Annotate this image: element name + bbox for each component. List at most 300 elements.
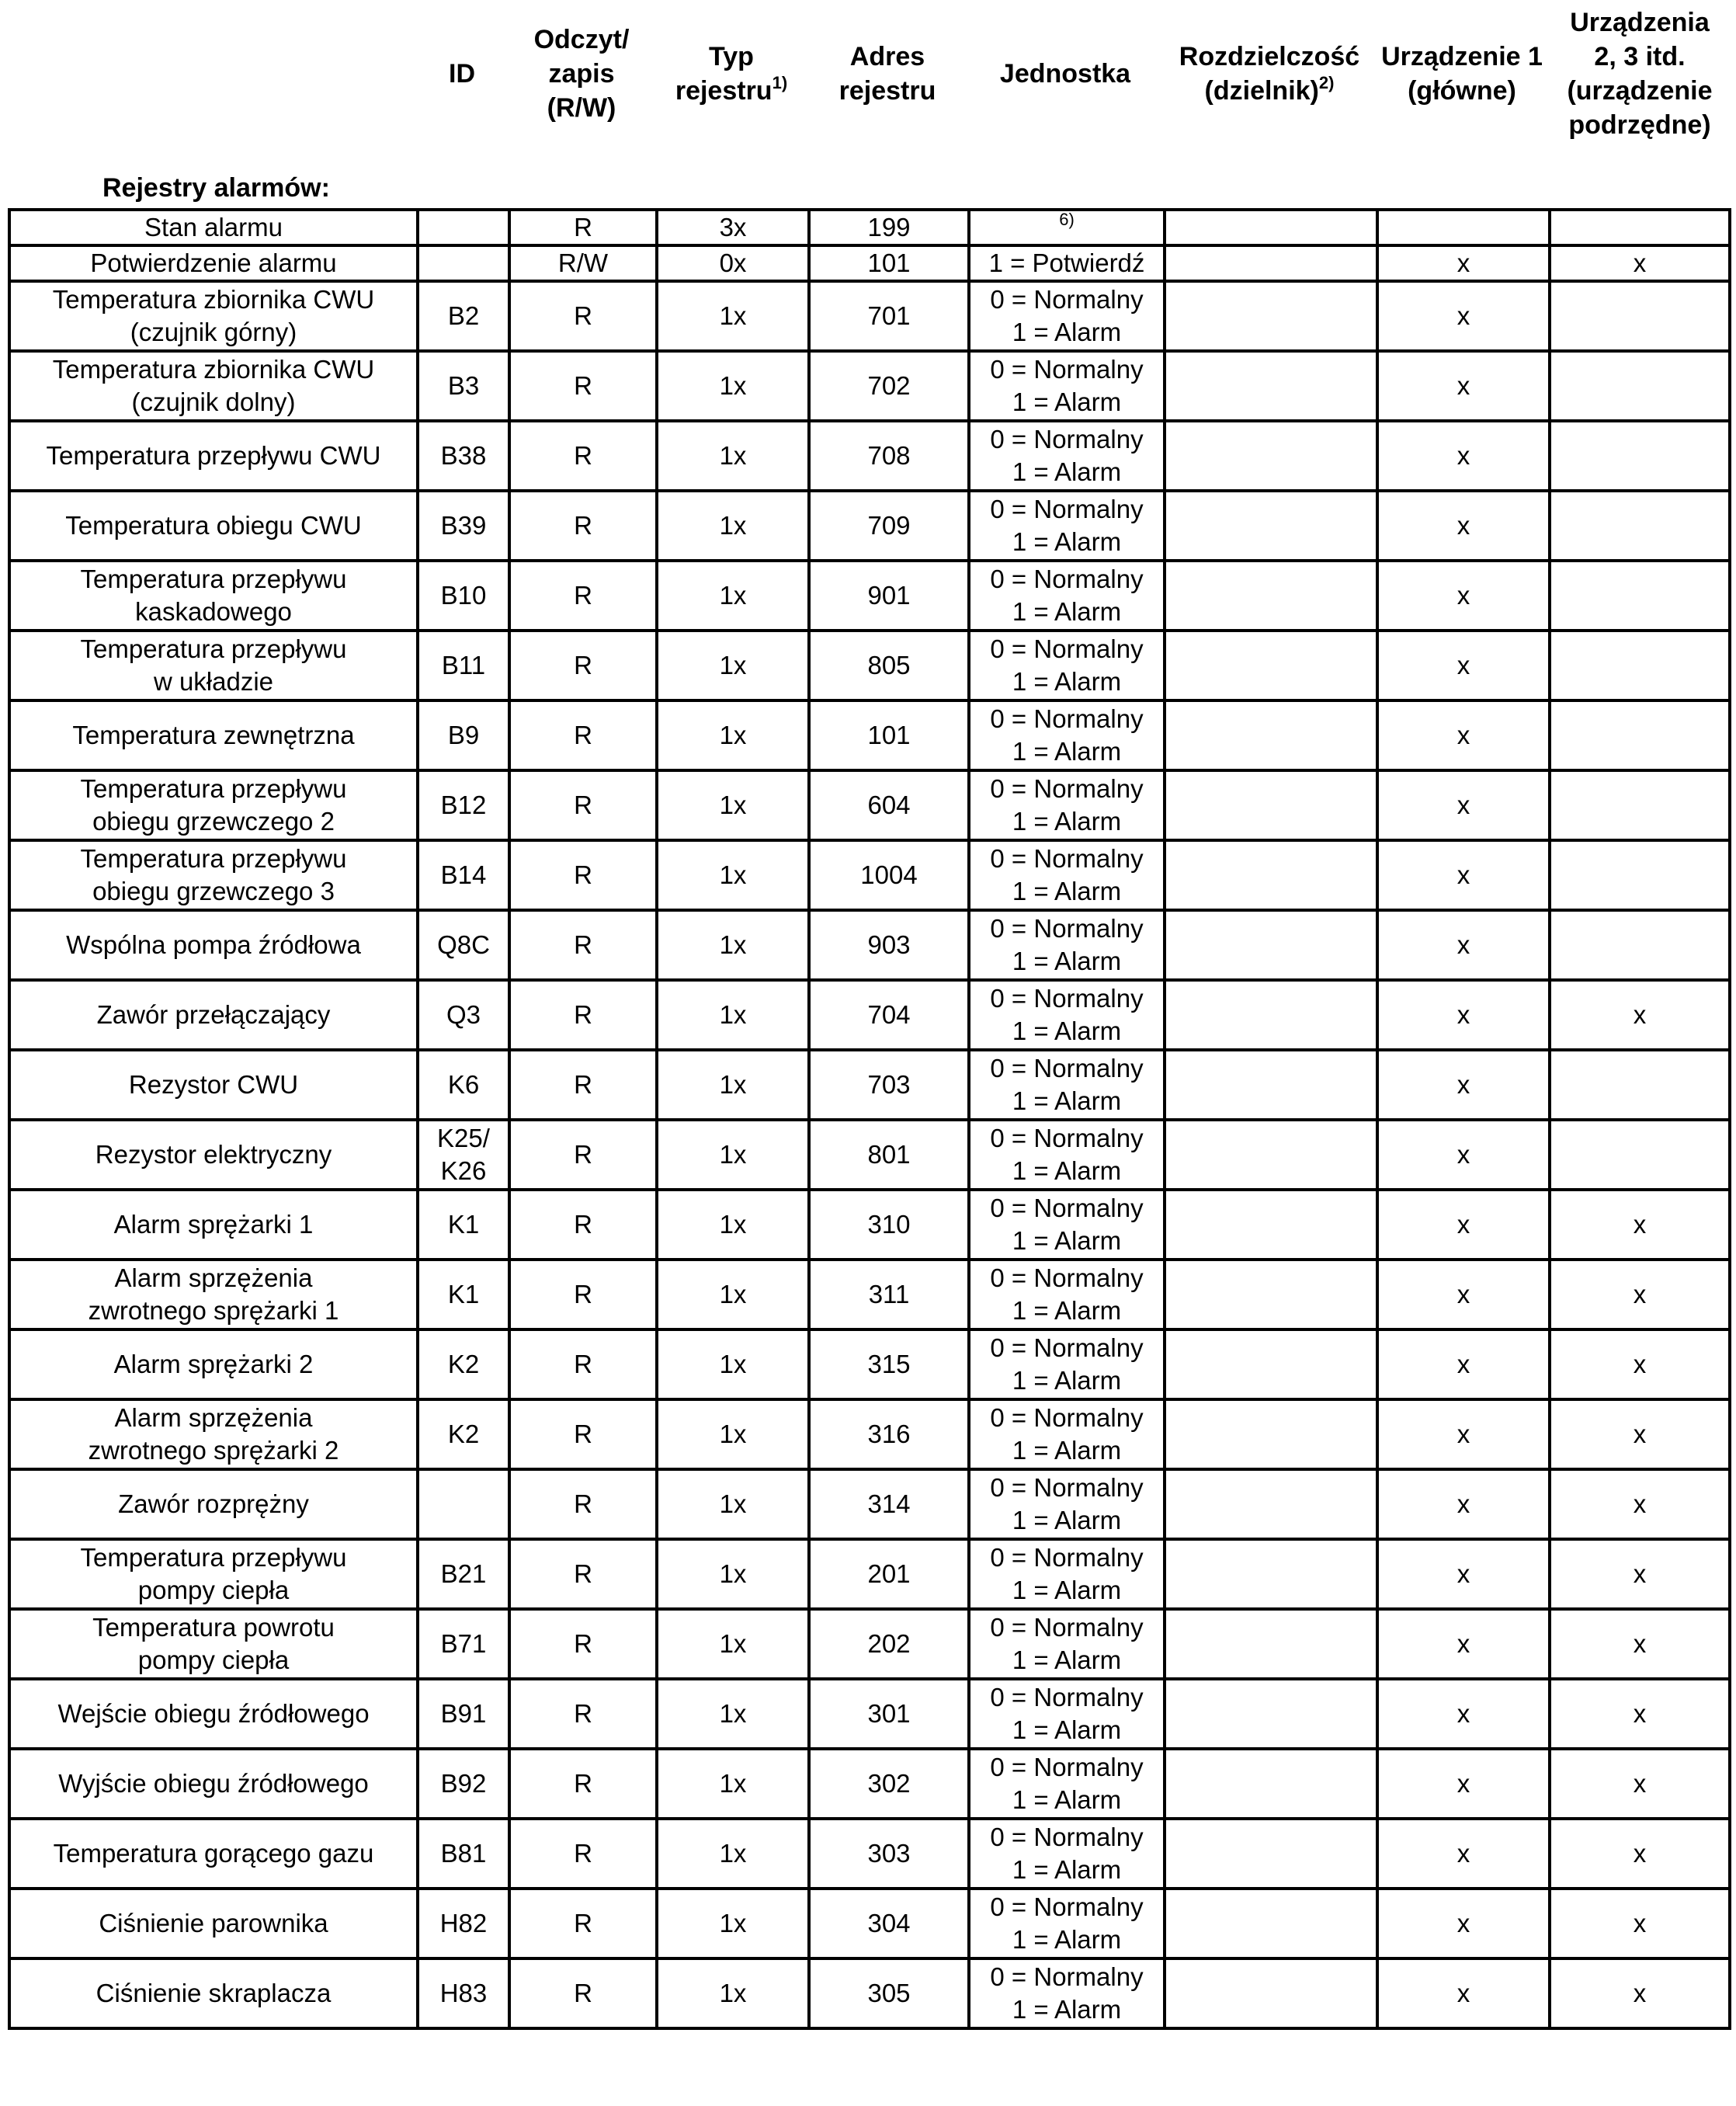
resolution-cell — [1165, 1958, 1377, 2028]
register-address-cell — [809, 1889, 969, 1958]
device-1-cell — [1377, 210, 1550, 245]
device-2-cell — [1550, 1260, 1730, 1329]
header-device-1 — [1376, 0, 1548, 148]
resolution-cell — [1165, 1679, 1377, 1749]
register-name-cell — [9, 421, 418, 491]
unit-cell-text: 0 = Normalny 1 = Alarm — [990, 1124, 1144, 1185]
unit-cell-text: 0 = Normalny 1 = Alarm — [990, 844, 1144, 905]
register-type-cell — [657, 770, 809, 840]
register-name-cell-text: Potwierdzenie alarmu — [90, 248, 337, 277]
register-type-cell — [657, 1539, 809, 1609]
device-1-cell — [1377, 491, 1550, 561]
unit-cell — [969, 561, 1165, 631]
resolution-cell — [1165, 1469, 1377, 1539]
register-address-cell-text: 305 — [867, 1979, 911, 2007]
register-type-cell-text: 1x — [719, 1769, 747, 1798]
register-id-cell-text: B11 — [441, 651, 486, 679]
header-type-line1: Typ — [709, 42, 754, 71]
read-write-cell — [509, 1889, 657, 1958]
unit-cell-text: 0 = Normalny 1 = Alarm — [990, 1823, 1144, 1884]
read-write-cell — [509, 770, 657, 840]
unit-cell — [969, 770, 1165, 840]
register-name-cell-text: Temperatura przepływu CWU — [46, 441, 381, 470]
unit-cell — [969, 1260, 1165, 1329]
register-name-cell-text: Rezystor elektryczny — [95, 1140, 332, 1169]
register-name-cell — [9, 1609, 418, 1679]
device-1-cell — [1377, 1819, 1550, 1889]
register-address-cell — [809, 1329, 969, 1399]
read-write-cell-text: R — [574, 721, 592, 749]
register-id-cell-text: B38 — [440, 441, 487, 470]
read-write-cell — [509, 210, 657, 245]
unit-cell — [969, 1958, 1165, 2028]
register-type-cell-text: 1x — [719, 1000, 747, 1029]
register-type-cell — [657, 1819, 809, 1889]
register-type-cell — [657, 980, 809, 1050]
read-write-cell-text: R — [574, 371, 592, 400]
footnote-6-marker: 6) — [1059, 210, 1075, 229]
register-address-cell — [809, 910, 969, 980]
register-name-cell-text: Temperatura zbiornika CWU (czujnik górny) — [52, 285, 375, 346]
header-res-line2: (dzielnik) — [1204, 76, 1319, 106]
register-id-cell-text: K2 — [447, 1420, 480, 1448]
read-write-cell-text: R — [574, 511, 592, 540]
register-type-cell — [657, 245, 809, 281]
register-id-cell — [418, 631, 509, 700]
resolution-cell — [1165, 1399, 1377, 1469]
read-write-cell — [509, 1679, 657, 1749]
register-name-cell — [9, 1190, 418, 1260]
register-address-cell — [809, 1609, 969, 1679]
register-id-cell-text: K6 — [447, 1070, 480, 1099]
register-type-cell — [657, 1958, 809, 2028]
read-write-cell-text: R — [574, 930, 592, 959]
register-type-cell-text: 1x — [719, 1839, 747, 1868]
table-row — [9, 1749, 1730, 1819]
unit-cell-text: 0 = Normalny 1 = Alarm — [990, 1613, 1144, 1674]
unit-cell-text: 0 = Normalny 1 = Alarm — [990, 1403, 1144, 1465]
header-device-2-label: Urządzenia 2, 3 itd. (urządzenie podrzędne) — [1567, 8, 1713, 140]
register-address-cell-text: 903 — [867, 930, 911, 959]
resolution-cell — [1165, 281, 1377, 351]
register-id-cell — [418, 1889, 509, 1958]
register-address-cell — [809, 421, 969, 491]
unit-cell — [969, 1050, 1165, 1120]
read-write-cell — [509, 840, 657, 910]
device-2-cell-text: x — [1633, 1769, 1647, 1798]
device-1-cell — [1377, 281, 1550, 351]
register-id-cell — [418, 1679, 509, 1749]
register-address-cell-text: 311 — [868, 1280, 910, 1308]
read-write-cell-text: R — [574, 1629, 592, 1658]
device-2-cell — [1550, 1749, 1730, 1819]
read-write-cell — [509, 421, 657, 491]
register-address-cell-text: 199 — [867, 213, 911, 242]
register-name-cell — [9, 1679, 418, 1749]
resolution-cell — [1165, 910, 1377, 980]
table-row — [9, 1469, 1730, 1539]
device-1-cell — [1377, 980, 1550, 1050]
device-1-cell — [1377, 1050, 1550, 1120]
table-row — [9, 281, 1730, 351]
unit-cell-text: 0 = Normalny 1 = Alarm — [990, 425, 1144, 486]
device-2-cell — [1550, 421, 1730, 491]
alarm-registers-table — [8, 208, 1731, 2030]
resolution-cell — [1165, 840, 1377, 910]
register-name-cell-text: Temperatura przepływu pompy ciepła — [80, 1543, 347, 1604]
read-write-cell-text: R — [574, 1559, 592, 1588]
register-type-cell — [657, 351, 809, 421]
resolution-cell — [1165, 1749, 1377, 1819]
device-1-cell-text: x — [1457, 1000, 1470, 1029]
table-header — [0, 0, 1736, 148]
register-address-cell — [809, 770, 969, 840]
table-row — [9, 491, 1730, 561]
register-name-cell — [9, 491, 418, 561]
read-write-cell — [509, 631, 657, 700]
register-address-cell — [809, 1679, 969, 1749]
unit-cell — [969, 840, 1165, 910]
resolution-cell — [1165, 700, 1377, 770]
register-address-cell — [809, 980, 969, 1050]
register-name-cell-text: Temperatura obiegu CWU — [65, 511, 362, 540]
register-id-cell — [418, 700, 509, 770]
resolution-cell — [1165, 351, 1377, 421]
read-write-cell-text: R — [574, 651, 592, 679]
unit-cell — [969, 980, 1165, 1050]
header-register-address — [807, 0, 967, 148]
device-2-cell-text: x — [1633, 1000, 1647, 1029]
read-write-cell-text: R — [574, 1769, 592, 1798]
register-name-cell — [9, 1120, 418, 1190]
device-1-cell — [1377, 631, 1550, 700]
resolution-cell — [1165, 770, 1377, 840]
register-id-cell — [418, 1819, 509, 1889]
unit-cell-text: 0 = Normalny 1 = Alarm — [990, 1962, 1144, 2024]
header-device-1-label: Urządzenie 1 (główne) — [1381, 42, 1543, 106]
header-id — [416, 0, 508, 148]
device-2-cell — [1550, 980, 1730, 1050]
register-type-cell — [657, 561, 809, 631]
device-1-cell-text: x — [1457, 1699, 1470, 1728]
device-2-cell — [1550, 631, 1730, 700]
register-name-cell — [9, 281, 418, 351]
table-row — [9, 631, 1730, 700]
register-name-cell-text: Alarm sprzężenia zwrotnego sprężarki 2 — [88, 1403, 339, 1465]
resolution-cell — [1165, 631, 1377, 700]
unit-cell-text: 0 = Normalny 1 = Alarm — [990, 1194, 1144, 1255]
register-id-cell — [418, 491, 509, 561]
table-row — [9, 421, 1730, 491]
read-write-cell-text: R — [574, 1839, 592, 1868]
register-name-cell-text: Rezystor CWU — [128, 1070, 299, 1099]
register-type-cell-text: 1x — [719, 1489, 747, 1518]
register-address-cell-text: 805 — [867, 651, 911, 679]
register-address-cell-text: 801 — [867, 1140, 911, 1169]
read-write-cell — [509, 351, 657, 421]
register-id-cell-text: B81 — [440, 1839, 487, 1868]
register-address-cell — [809, 700, 969, 770]
read-write-cell — [509, 700, 657, 770]
table-row — [9, 1819, 1730, 1889]
header-unit — [967, 0, 1163, 148]
table-row — [9, 1050, 1730, 1120]
register-type-cell — [657, 1889, 809, 1958]
register-type-cell — [657, 1050, 809, 1120]
unit-cell-text: 0 = Normalny 1 = Alarm — [990, 355, 1144, 416]
register-address-cell-text: 708 — [867, 441, 911, 470]
read-write-cell — [509, 980, 657, 1050]
register-name-cell-text: Temperatura przepływu w układzie — [80, 634, 347, 696]
register-id-cell-text: K1 — [447, 1280, 480, 1308]
register-name-cell — [9, 1539, 418, 1609]
unit-cell — [969, 421, 1165, 491]
unit-cell-text: 0 = Normalny 1 = Alarm — [990, 774, 1144, 836]
device-1-cell-text: x — [1457, 860, 1470, 889]
register-name-cell — [9, 1260, 418, 1329]
device-1-cell — [1377, 1120, 1550, 1190]
register-id-cell — [418, 351, 509, 421]
register-id-cell — [418, 980, 509, 1050]
header-rw — [508, 0, 655, 148]
table-row — [9, 351, 1730, 421]
header-rw-label: Odczyt/ zapis (R/W) — [533, 25, 630, 123]
register-type-cell-text: 1x — [719, 1979, 747, 2007]
read-write-cell — [509, 1539, 657, 1609]
read-write-cell-text: R — [574, 1420, 592, 1448]
register-address-cell-text: 310 — [867, 1210, 911, 1239]
register-address-cell — [809, 351, 969, 421]
read-write-cell-text: R — [574, 301, 592, 330]
footnote-2-marker: 2) — [1318, 72, 1335, 92]
header-register-type-label — [675, 40, 787, 108]
device-2-cell — [1550, 1399, 1730, 1469]
read-write-cell — [509, 1749, 657, 1819]
register-type-cell — [657, 1120, 809, 1190]
device-2-cell-text: x — [1633, 1629, 1647, 1658]
register-address-cell-text: 702 — [867, 371, 911, 400]
register-type-cell-text: 1x — [719, 930, 747, 959]
device-1-cell-text: x — [1457, 511, 1470, 540]
register-type-cell-text: 1x — [719, 371, 747, 400]
unit-cell — [969, 1679, 1165, 1749]
device-1-cell-text: x — [1457, 1979, 1470, 2007]
read-write-cell-text: R — [574, 441, 592, 470]
register-type-cell-text: 1x — [719, 1280, 747, 1308]
table-row — [9, 1260, 1730, 1329]
register-address-cell — [809, 1819, 969, 1889]
device-1-cell — [1377, 561, 1550, 631]
device-2-cell — [1550, 1958, 1730, 2028]
read-write-cell-text: R — [574, 1489, 592, 1518]
unit-cell-text: 0 = Normalny 1 = Alarm — [990, 984, 1144, 1045]
device-1-cell-text: x — [1457, 1140, 1470, 1169]
register-id-cell-text: B9 — [447, 721, 480, 749]
read-write-cell-text: R/W — [557, 248, 609, 277]
register-type-cell — [657, 421, 809, 491]
device-2-cell — [1550, 1819, 1730, 1889]
table-row — [9, 1190, 1730, 1260]
register-address-cell-text: 316 — [867, 1420, 911, 1448]
table-row — [9, 1958, 1730, 2028]
register-name-cell-text: Wspólna pompa źródłowa — [66, 930, 361, 959]
register-type-cell-text: 1x — [719, 1140, 747, 1169]
resolution-cell — [1165, 1889, 1377, 1958]
resolution-cell — [1165, 1190, 1377, 1260]
register-type-cell — [657, 631, 809, 700]
device-2-cell — [1550, 491, 1730, 561]
device-1-cell — [1377, 1958, 1550, 2028]
read-write-cell-text: R — [574, 213, 592, 242]
register-id-cell-text: B3 — [447, 371, 480, 400]
register-name-cell-text: Temperatura przepływu kaskadowego — [80, 565, 347, 626]
device-1-cell-text: x — [1457, 791, 1470, 819]
unit-cell — [969, 910, 1165, 980]
unit-cell-text: 0 = Normalny 1 = Alarm — [990, 1683, 1144, 1744]
register-address-cell — [809, 1120, 969, 1190]
register-id-cell-text: Q8C — [437, 930, 490, 959]
register-id-cell — [418, 281, 509, 351]
table-row — [9, 1539, 1730, 1609]
unit-cell — [969, 1329, 1165, 1399]
register-type-cell-text: 1x — [719, 511, 747, 540]
unit-cell — [969, 1469, 1165, 1539]
register-type-cell-text: 0x — [719, 248, 747, 277]
section-title: Rejestry alarmów: — [102, 173, 330, 203]
register-type-cell — [657, 910, 809, 980]
register-name-cell-text: Temperatura przepływu obiegu grzewczego 2 — [80, 774, 347, 836]
device-1-cell-text: x — [1457, 1629, 1470, 1658]
device-1-cell-text: x — [1457, 301, 1470, 330]
register-address-cell-text: 704 — [867, 1000, 911, 1029]
register-address-cell-text: 901 — [867, 581, 911, 610]
register-address-cell-text: 101 — [867, 721, 911, 749]
register-address-cell-text: 703 — [867, 1070, 911, 1099]
device-1-cell-text: x — [1457, 1280, 1470, 1308]
device-1-cell-text: x — [1457, 581, 1470, 610]
register-name-cell-text: Alarm sprzężenia zwrotnego sprężarki 1 — [88, 1263, 339, 1325]
device-1-cell-text: x — [1457, 248, 1470, 277]
device-1-cell — [1377, 910, 1550, 980]
device-1-cell — [1377, 1539, 1550, 1609]
read-write-cell-text: R — [574, 581, 592, 610]
device-1-cell — [1377, 1190, 1550, 1260]
register-name-cell-text: Zawór rozprężny — [118, 1489, 309, 1518]
register-type-cell-text: 1x — [719, 581, 747, 610]
device-1-cell — [1377, 1469, 1550, 1539]
register-name-cell-text: Stan alarmu — [144, 213, 283, 242]
resolution-cell — [1165, 980, 1377, 1050]
register-name-cell — [9, 1889, 418, 1958]
device-2-cell — [1550, 1190, 1730, 1260]
device-2-cell — [1550, 1889, 1730, 1958]
unit-cell — [969, 1889, 1165, 1958]
read-write-cell-text: R — [574, 1070, 592, 1099]
register-type-cell — [657, 1679, 809, 1749]
register-name-cell-text: Ciśnienie skraplacza — [95, 1979, 332, 2007]
register-type-cell-text: 1x — [719, 1699, 747, 1728]
unit-cell-text: 0 = Normalny 1 = Alarm — [990, 495, 1144, 556]
register-type-cell — [657, 1399, 809, 1469]
register-type-cell-text: 1x — [719, 1210, 747, 1239]
table-row — [9, 561, 1730, 631]
read-write-cell — [509, 1050, 657, 1120]
table-row — [9, 700, 1730, 770]
register-type-cell — [657, 700, 809, 770]
device-2-cell — [1550, 1679, 1730, 1749]
register-address-cell — [809, 281, 969, 351]
register-name-cell-text: Temperatura gorącego gazu — [53, 1839, 374, 1868]
device-2-cell — [1550, 1609, 1730, 1679]
unit-cell — [969, 210, 1165, 245]
register-id-cell-text: K25/ K26 — [437, 1124, 490, 1185]
unit-cell-text: 0 = Normalny 1 = Alarm — [990, 285, 1144, 346]
register-type-cell-text: 1x — [719, 1420, 747, 1448]
register-address-cell-text: 301 — [867, 1699, 911, 1728]
register-id-cell-text: K2 — [447, 1350, 480, 1378]
register-type-cell — [657, 491, 809, 561]
read-write-cell-text: R — [574, 1979, 592, 2007]
register-name-cell-text: Temperatura przepływu obiegu grzewczego 3 — [80, 844, 347, 905]
header-res-line1: Rozdzielczość — [1179, 42, 1360, 71]
register-name-cell-text: Temperatura zbiornika CWU (czujnik dolny) — [52, 355, 375, 416]
resolution-cell — [1165, 421, 1377, 491]
table-row — [9, 210, 1730, 245]
device-1-cell-text: x — [1457, 1559, 1470, 1588]
register-address-cell-text: 314 — [867, 1489, 911, 1518]
unit-cell-text: 0 = Normalny 1 = Alarm — [990, 634, 1144, 696]
unit-cell — [969, 245, 1165, 281]
register-type-cell — [657, 1609, 809, 1679]
device-2-cell-text: x — [1633, 1350, 1647, 1378]
table-row — [9, 770, 1730, 840]
register-name-cell-text: Zawór przełączający — [96, 1000, 331, 1029]
register-type-cell — [657, 1190, 809, 1260]
register-type-cell-text: 1x — [719, 1629, 747, 1658]
register-name-cell — [9, 561, 418, 631]
read-write-cell-text: R — [574, 1909, 592, 1937]
resolution-cell — [1165, 491, 1377, 561]
register-type-cell-text: 1x — [719, 721, 747, 749]
register-name-cell — [9, 1819, 418, 1889]
device-1-cell-text: x — [1457, 371, 1470, 400]
register-address-cell — [809, 245, 969, 281]
header-resolution — [1163, 0, 1376, 148]
register-type-cell — [657, 1329, 809, 1399]
device-1-cell — [1377, 1749, 1550, 1819]
register-id-cell — [418, 210, 509, 245]
register-name-cell — [9, 1050, 418, 1120]
table-row — [9, 1889, 1730, 1958]
register-name-cell — [9, 840, 418, 910]
table-row — [9, 840, 1730, 910]
read-write-cell-text: R — [574, 1000, 592, 1029]
register-name-cell — [9, 1329, 418, 1399]
device-1-cell-text: x — [1457, 651, 1470, 679]
unit-cell-text: 0 = Normalny 1 = Alarm — [990, 704, 1144, 766]
unit-cell-text: 0 = Normalny 1 = Alarm — [990, 1543, 1144, 1604]
device-1-cell — [1377, 1260, 1550, 1329]
device-1-cell — [1377, 770, 1550, 840]
read-write-cell — [509, 1329, 657, 1399]
register-id-cell — [418, 1190, 509, 1260]
register-name-cell — [9, 700, 418, 770]
device-1-cell — [1377, 351, 1550, 421]
unit-cell — [969, 281, 1165, 351]
table-row — [9, 980, 1730, 1050]
read-write-cell — [509, 1958, 657, 2028]
register-name-cell — [9, 1399, 418, 1469]
